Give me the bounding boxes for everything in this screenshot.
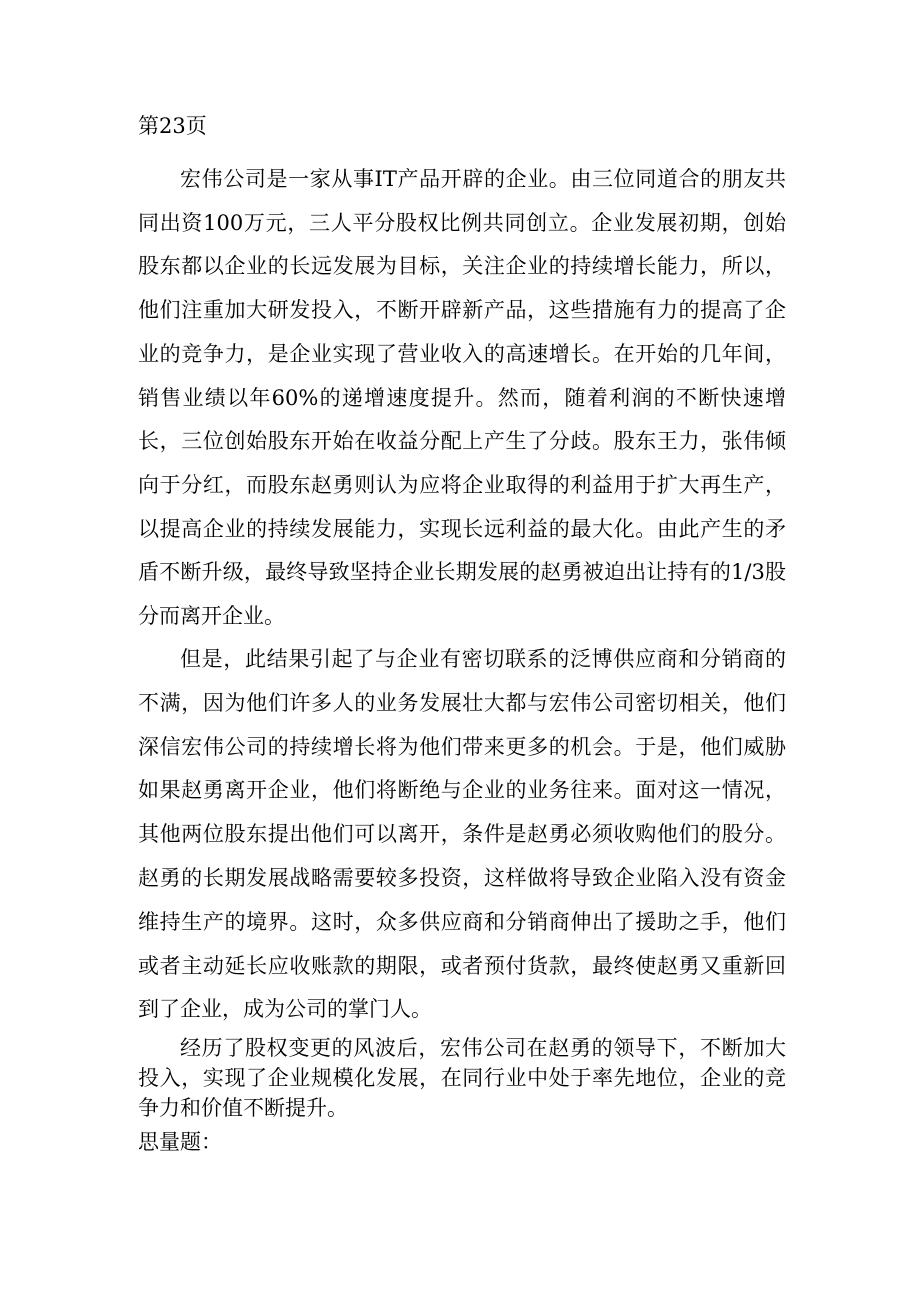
paragraph-supplier-support: 但是，此结果引起了与企业有密切联系的泛博供应商和分销商的不满，因为他们许多人的业务发展壮大都与宏伟公司密切相关，他们深信宏伟公司的持续增长将为他们带来更多的机会。于是，他们威胁如果赵勇离开企业，他们将断绝与企业的业务往来。面对这一情况，其他两位股东提出他们可以离开，条件是赵勇必须收购他们的股分。赵勇的长期发展战略需要较多投资，这样做将导致企业陷入没有资金维持生产的境界。这时，众多供应商和分销商伸出了援助之手，他们或者主动延长应收账款的期限，或者预付货款，最终使赵勇又重新回到了企业，成为公司的掌门人。 [138, 647, 786, 1022]
discussion-questions-heading: 思量题： [138, 1130, 222, 1154]
page-number: 第23页 [138, 114, 207, 138]
paragraph-case-background: 宏伟公司是一家从事IT产品开辟的企业。由三位同道合的朋友共同出资100万元，三人平分股权比例共同创立。企业发展初期，创始股东都以企业的长远发展为目标，关注企业的持续增长能力，所以，他们注重加大研发投入，不断开辟新产品，这些措施有力的提高了企业的竞争力，是企业实现了营业收入的高速增长。在开始的几年间，销售业绩以年60%的递增速度提升。然而，随着利润的不断快速增长，三位创始股东开始在收益分配上产生了分歧。股东王力，张伟倾向于分红，而股东赵勇则认为应将企业取得的利益用于扩大再生产，以提高企业的持续发展能力，实现长远利益的最大化。由此产生的矛盾不断升级，最终导致坚持企业长期发展的赵勇被迫出让持有的1/3股分而离开企业。 [138, 167, 786, 629]
paragraph-outcome: 经历了股权变更的风波后，宏伟公司在赵勇的领导下，不断加大投入，实现了企业规模化发展，在同行业中处于率先地位，企业的竞争力和价值不断提升。 [138, 1036, 786, 1120]
